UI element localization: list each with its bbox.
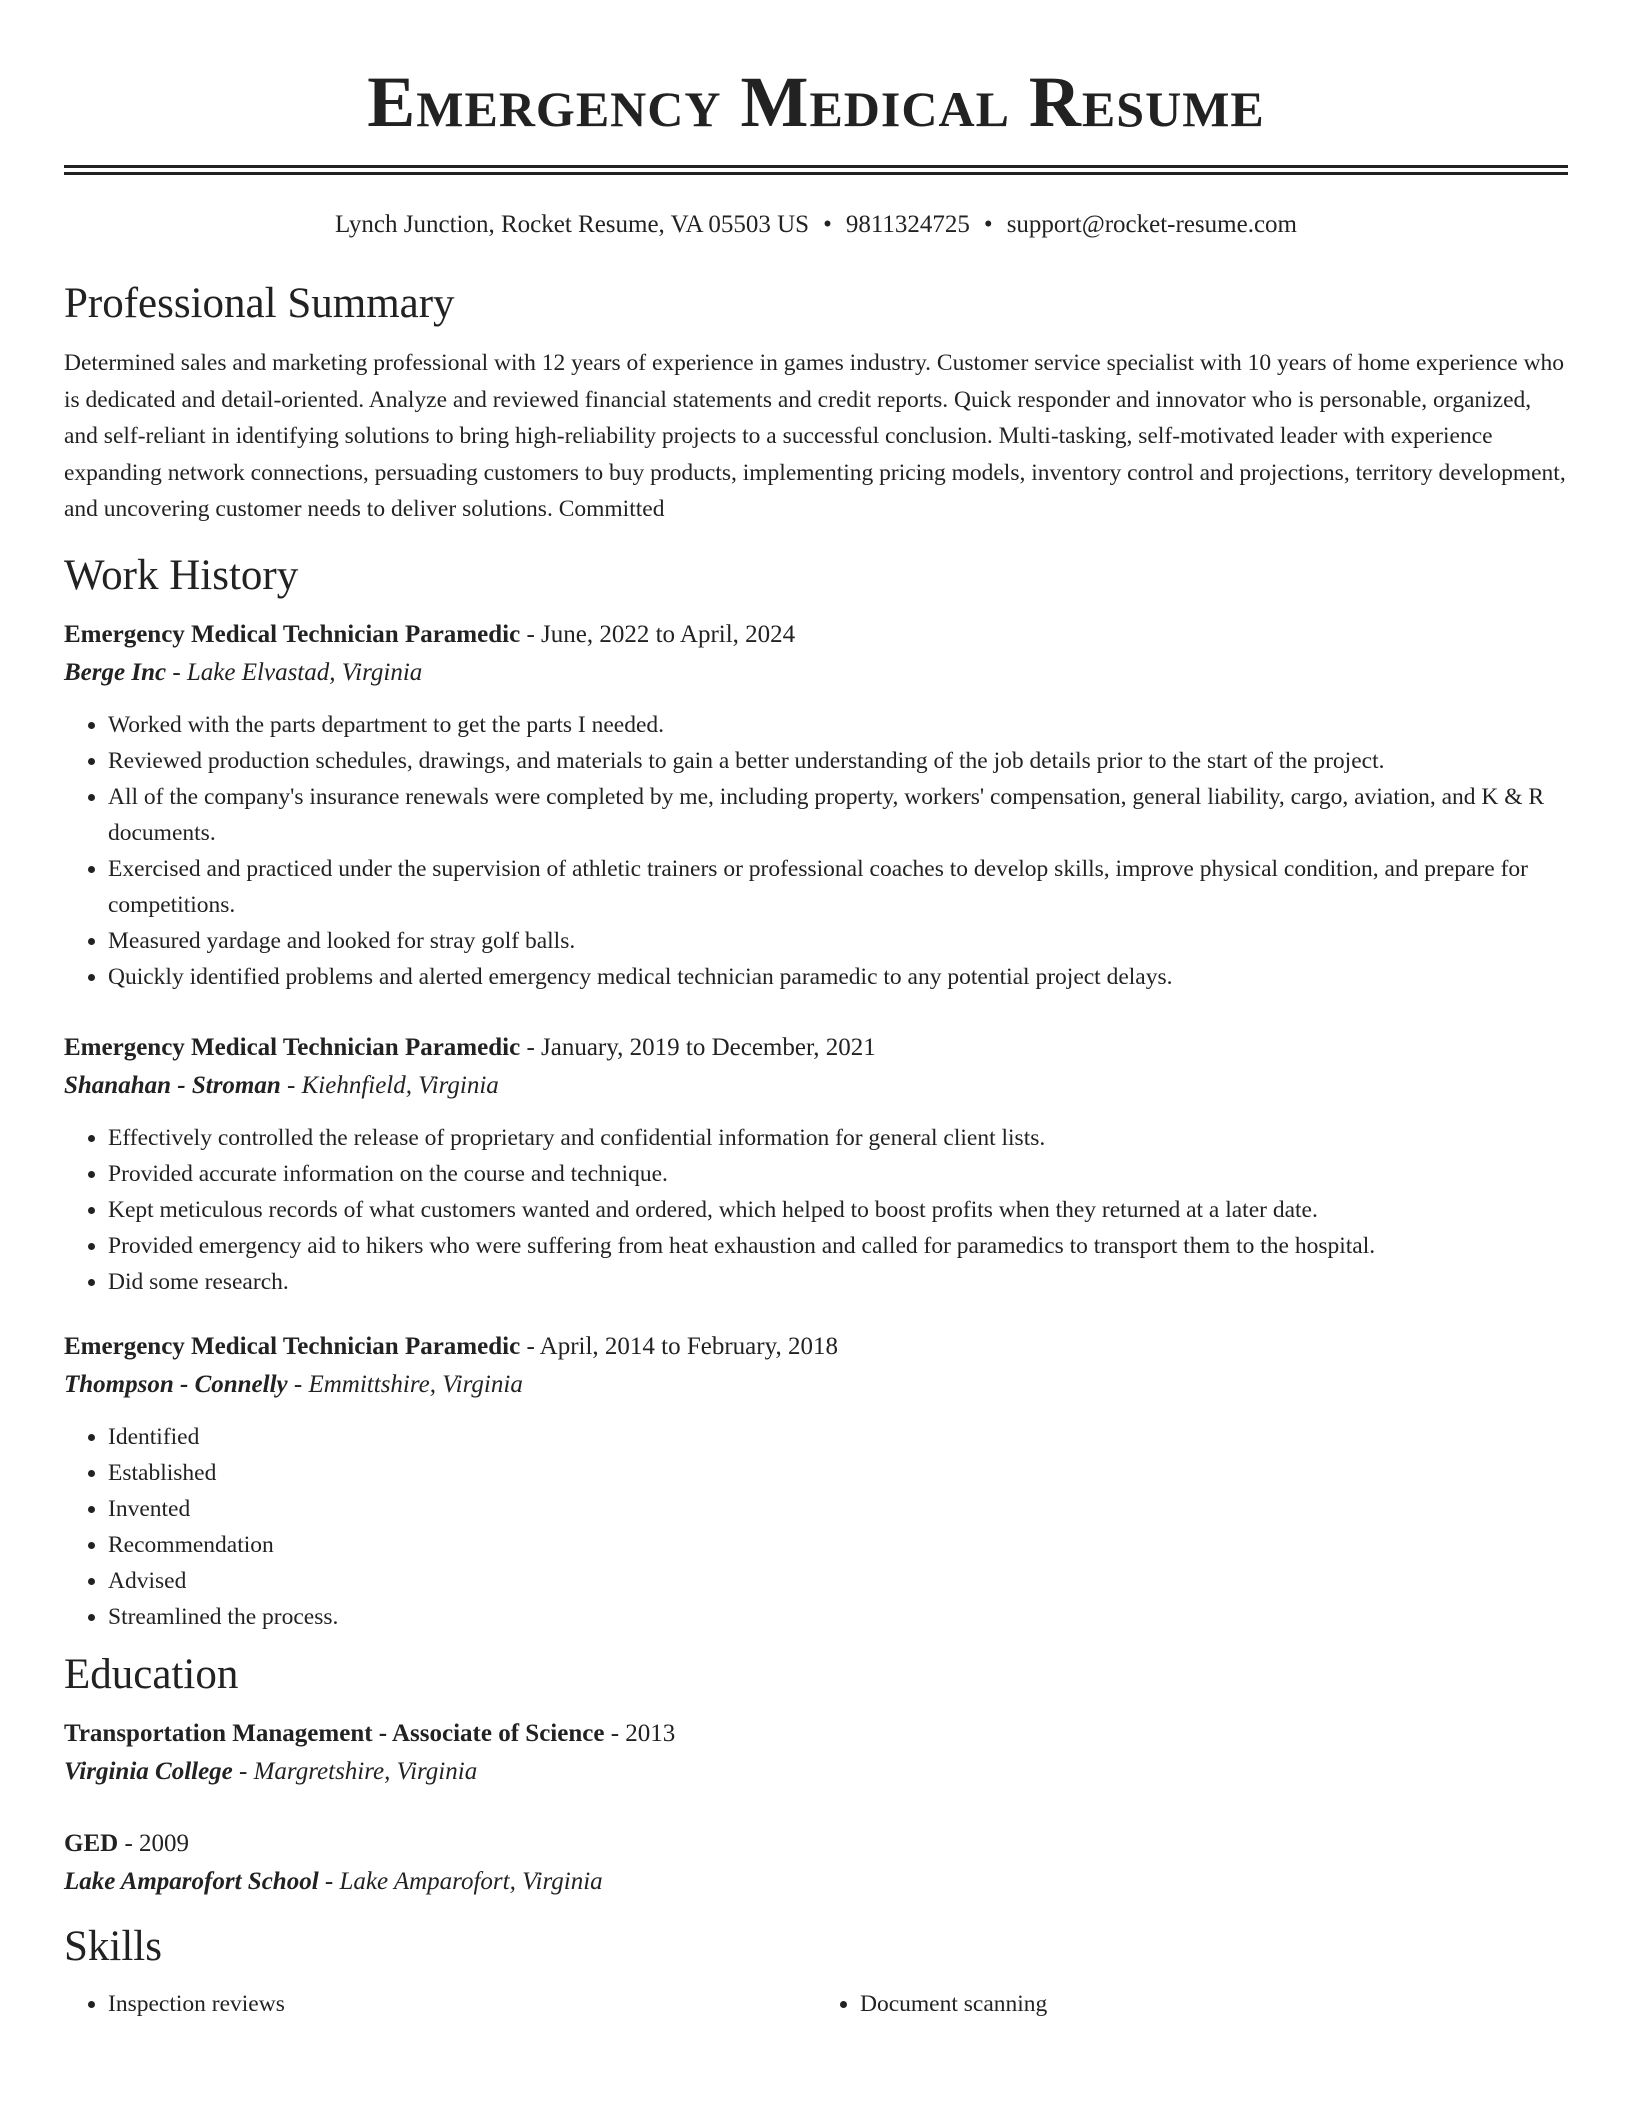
skills-column-right	[816, 1986, 1568, 2022]
job-title: Emergency Medical Technician Paramedic	[64, 1033, 521, 1061]
list-item: • Provided accurate information on the course and technique.	[108, 1156, 1568, 1192]
contact-separator: •	[983, 211, 993, 238]
skills-column-left	[64, 1986, 816, 2022]
summary-text: Determined sales and marketing professional with 12 years of experience in games industry. Customer service specialist with 10 years of home experience who is dedicated and detail-oriented. Analyze and reviewed financial statements and credit reports. Quick responder and innovator who is personable, organized, and self-reliant in identifying solutions to bring high-reliability projects to a successful conclusion. Multi-tasking, self-motivated leader with experience expanding network connections, persuading customers to buy products, implementing pricing models, inventory control and projections, territory development, and uncovering customer needs to deliver solutions. Committed	[64, 350, 1566, 522]
job-bullets	[64, 707, 1568, 995]
title-divider	[64, 165, 1568, 175]
education-school: Lake Amparofort School	[64, 1867, 319, 1895]
job-company-line	[64, 654, 1568, 692]
skills-list	[64, 1986, 1568, 2022]
job-company: Shanahan - Stroman	[64, 1071, 281, 1099]
job-entry	[64, 1029, 1568, 1300]
list-item: • Reviewed production schedules, drawings, and materials to gain a better understanding of the job details prior to the start of the project.	[108, 743, 1568, 779]
list-item: • Quickly identified problems and alerted emergency medical technician paramedic to any potential project delays.	[108, 959, 1568, 995]
education-school-line	[64, 1863, 1568, 1901]
list-item: • Document scanning	[860, 1986, 1568, 2022]
education-degree: GED	[64, 1829, 119, 1857]
list-item: • Measured yardage and looked for stray golf balls.	[108, 923, 1568, 959]
contact-address: Lynch Junction, Rocket Resume, VA 05503 US	[335, 211, 810, 238]
list-item: • Did some research.	[108, 1264, 1568, 1300]
job-bullets	[64, 1419, 1568, 1635]
summary-heading: Professional Summary	[64, 280, 455, 327]
list-item: • Recommendation	[108, 1527, 1568, 1563]
contact-line	[64, 209, 1568, 241]
education-heading: Education	[64, 1650, 239, 1698]
job-dates: - January, 2019 to December, 2021	[520, 1033, 876, 1061]
list-item: • Kept meticulous records of what customers wanted and ordered, which helped to boost profits when they returned at a later date.	[108, 1192, 1568, 1228]
job-company: Thompson - Connelly	[64, 1370, 288, 1398]
job-title: Emergency Medical Technician Paramedic	[64, 1332, 521, 1360]
education-entry	[64, 1715, 1568, 1791]
list-item: • Worked with the parts department to get the parts I needed.	[108, 707, 1568, 743]
skills-heading: Skills	[64, 1922, 162, 1970]
education-location: - Margretshire, Virginia	[232, 1757, 478, 1785]
job-location: - Lake Elvastad, Virginia	[166, 658, 423, 686]
list-item: • Invented	[108, 1491, 1568, 1527]
list-item: • Exercised and practiced under the supervision of athletic trainers or professional coaches to develop skills, improve physical condition, and prepare for competitions.	[108, 851, 1568, 923]
job-company: Berge Inc	[64, 658, 167, 686]
resume-title: Emergency Medical Resume	[367, 62, 1265, 142]
education-degree-line	[64, 1715, 1568, 1753]
contact-separator: •	[823, 211, 832, 238]
list-item: • Effectively controlled the release of proprietary and confidential information for general client lists.	[108, 1120, 1568, 1156]
job-bullets	[64, 1120, 1568, 1300]
job-dates: - April, 2014 to February, 2018	[520, 1332, 838, 1360]
list-item: • Streamlined the process.	[108, 1599, 1568, 1635]
job-title: Emergency Medical Technician Paramedic	[64, 620, 521, 648]
list-item: • Provided emergency aid to hikers who were suffering from heat exhaustion and called for paramedics to transport them to the hospital.	[108, 1228, 1568, 1264]
job-location: - Kiehnfield, Virginia	[280, 1071, 499, 1099]
education-entry	[64, 1825, 1568, 1901]
list-item: • Inspection reviews	[108, 1986, 816, 2022]
list-item: • Identified	[108, 1419, 1568, 1455]
job-company-line	[64, 1067, 1568, 1105]
job-title-line	[64, 616, 1568, 654]
job-title-line	[64, 1328, 1568, 1366]
contact-email: support@rocket-resume.com	[1006, 211, 1297, 238]
education-school: Virginia College	[64, 1757, 233, 1785]
job-dates: - June, 2022 to April, 2024	[520, 620, 796, 648]
job-location: - Emmittshire, Virginia	[287, 1370, 523, 1398]
education-location: - Lake Amparofort, Virginia	[318, 1867, 603, 1895]
education-school-line	[64, 1753, 1568, 1791]
job-entry	[64, 1328, 1568, 1635]
list-item: • Established	[108, 1455, 1568, 1491]
work-history-heading: Work History	[64, 551, 299, 599]
job-company-line	[64, 1366, 1568, 1404]
list-item: • Advised	[108, 1563, 1568, 1599]
education-year: - 2009	[118, 1829, 190, 1857]
education-year: - 2013	[604, 1719, 676, 1747]
contact-phone: 9811324725	[845, 211, 970, 238]
job-title-line	[64, 1029, 1568, 1067]
education-degree-line	[64, 1825, 1568, 1863]
job-entry	[64, 616, 1568, 995]
education-degree: Transportation Management - Associate of Science	[64, 1719, 605, 1747]
list-item: • All of the company's insurance renewals were completed by me, including property, workers' compensation, general liability, cargo, aviation, and K & R documents.	[108, 779, 1568, 851]
